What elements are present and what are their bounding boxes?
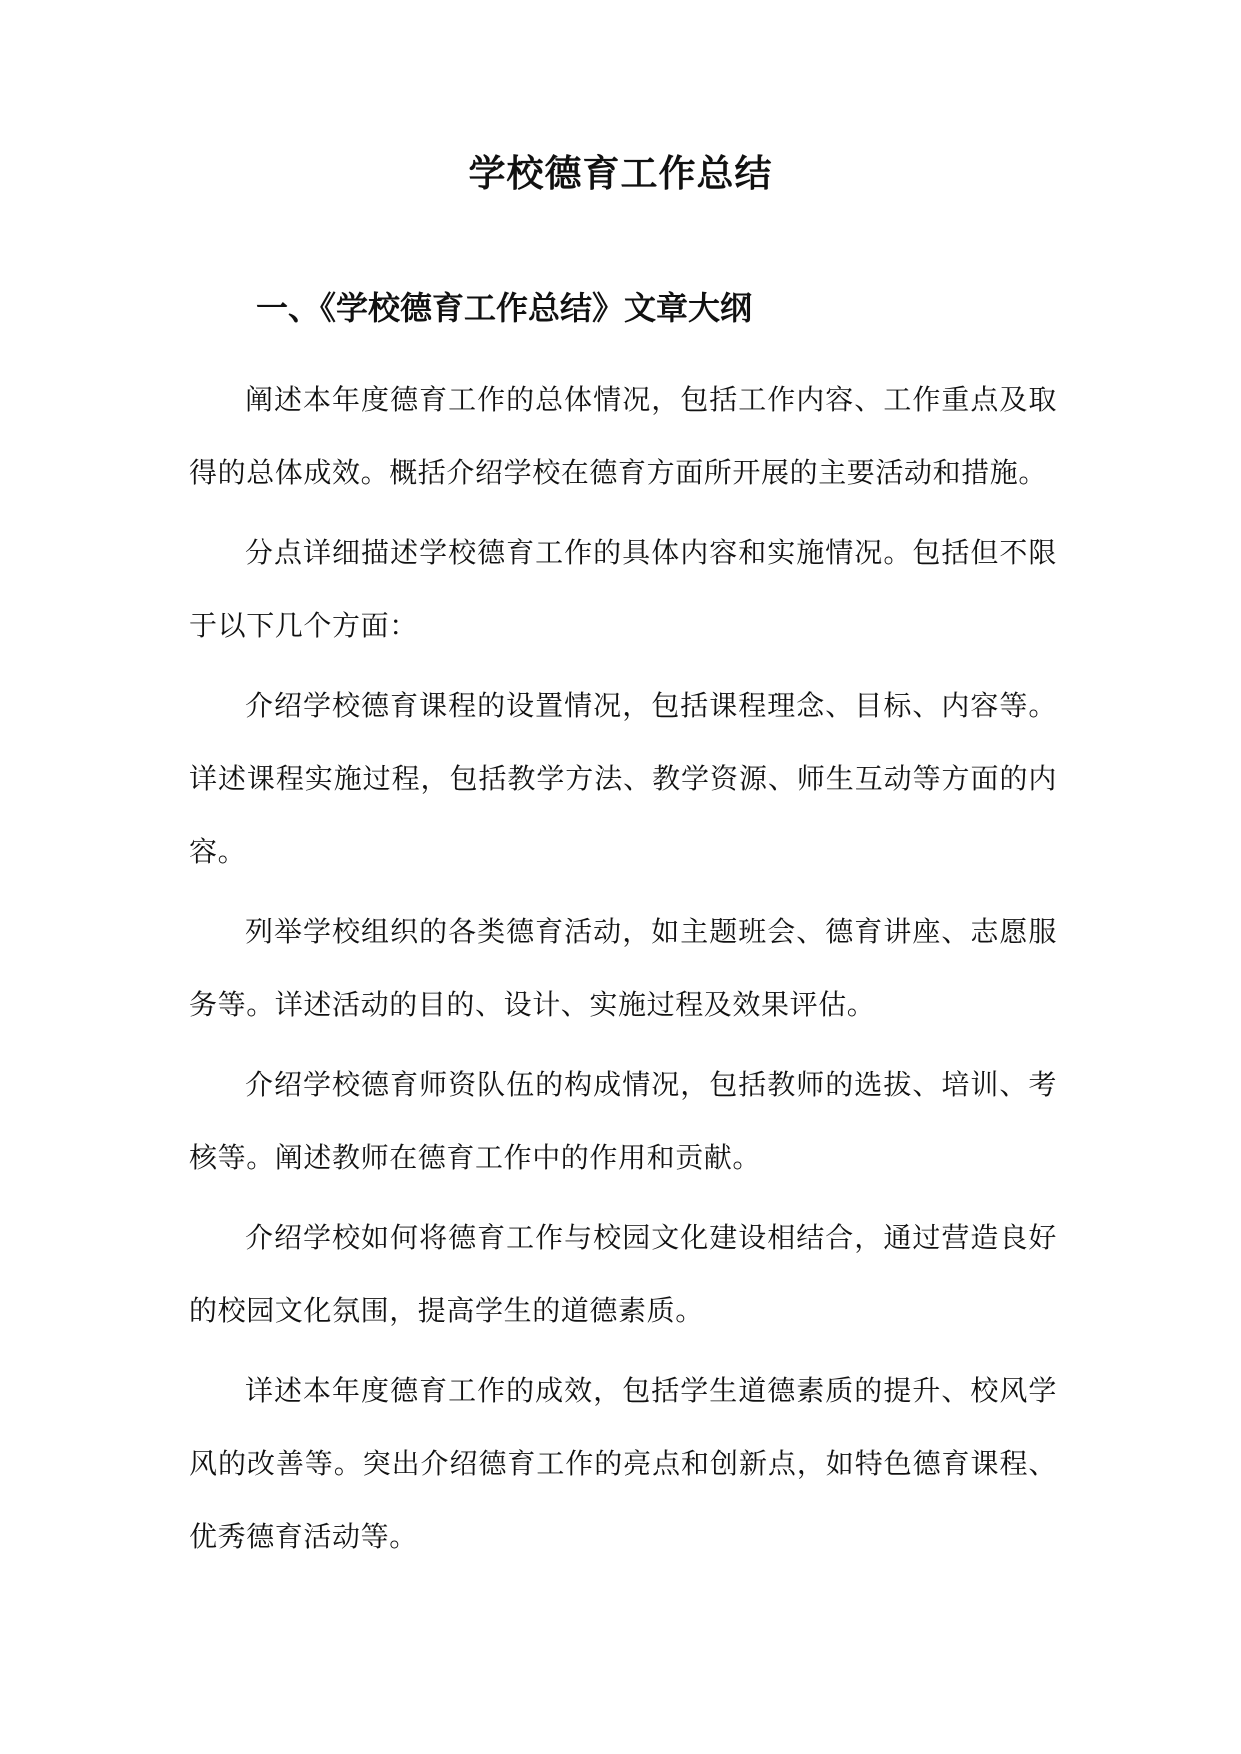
page-title: 学校德育工作总结 <box>468 152 773 195</box>
paragraph-details-intro: 分点详细描述学校德育工作的具体内容和实施情况。包括但不限于以下几个方面： <box>189 536 1057 642</box>
paragraph-curriculum: 介绍学校德育课程的设置情况，包括课程理念、目标、内容等。详述课程实施过程，包括教学方法、教学资源、师生互动等方面的内容。 <box>189 689 1057 868</box>
paragraph-overview: 阐述本年度德育工作的总体情况，包括工作内容、工作重点及取得的总体成效。概括介绍学校在德育方面所开展的主要活动和措施。 <box>189 383 1057 489</box>
paragraph-results: 详述本年度德育工作的成效，包括学生道德素质的提升、校风学风的改善等。突出介绍德育工作的亮点和创新点，如特色德育课程、优秀德育活动等。 <box>189 1374 1057 1553</box>
paragraph-campus-culture: 介绍学校如何将德育工作与校园文化建设相结合，通过营造良好的校园文化氛围，提高学生的道德素质。 <box>189 1221 1057 1327</box>
section-heading: 一、《学校德育工作总结》文章大纲 <box>256 289 753 327</box>
paragraph-activities: 列举学校组织的各类德育活动，如主题班会、德育讲座、志愿服务等。详述活动的目的、设计、实施过程及效果评估。 <box>189 915 1057 1021</box>
paragraph-teachers: 介绍学校德育师资队伍的构成情况，包括教师的选拔、培训、考核等。阐述教师在德育工作中的作用和贡献。 <box>189 1068 1057 1174</box>
document-body <box>189 363 1057 1580</box>
